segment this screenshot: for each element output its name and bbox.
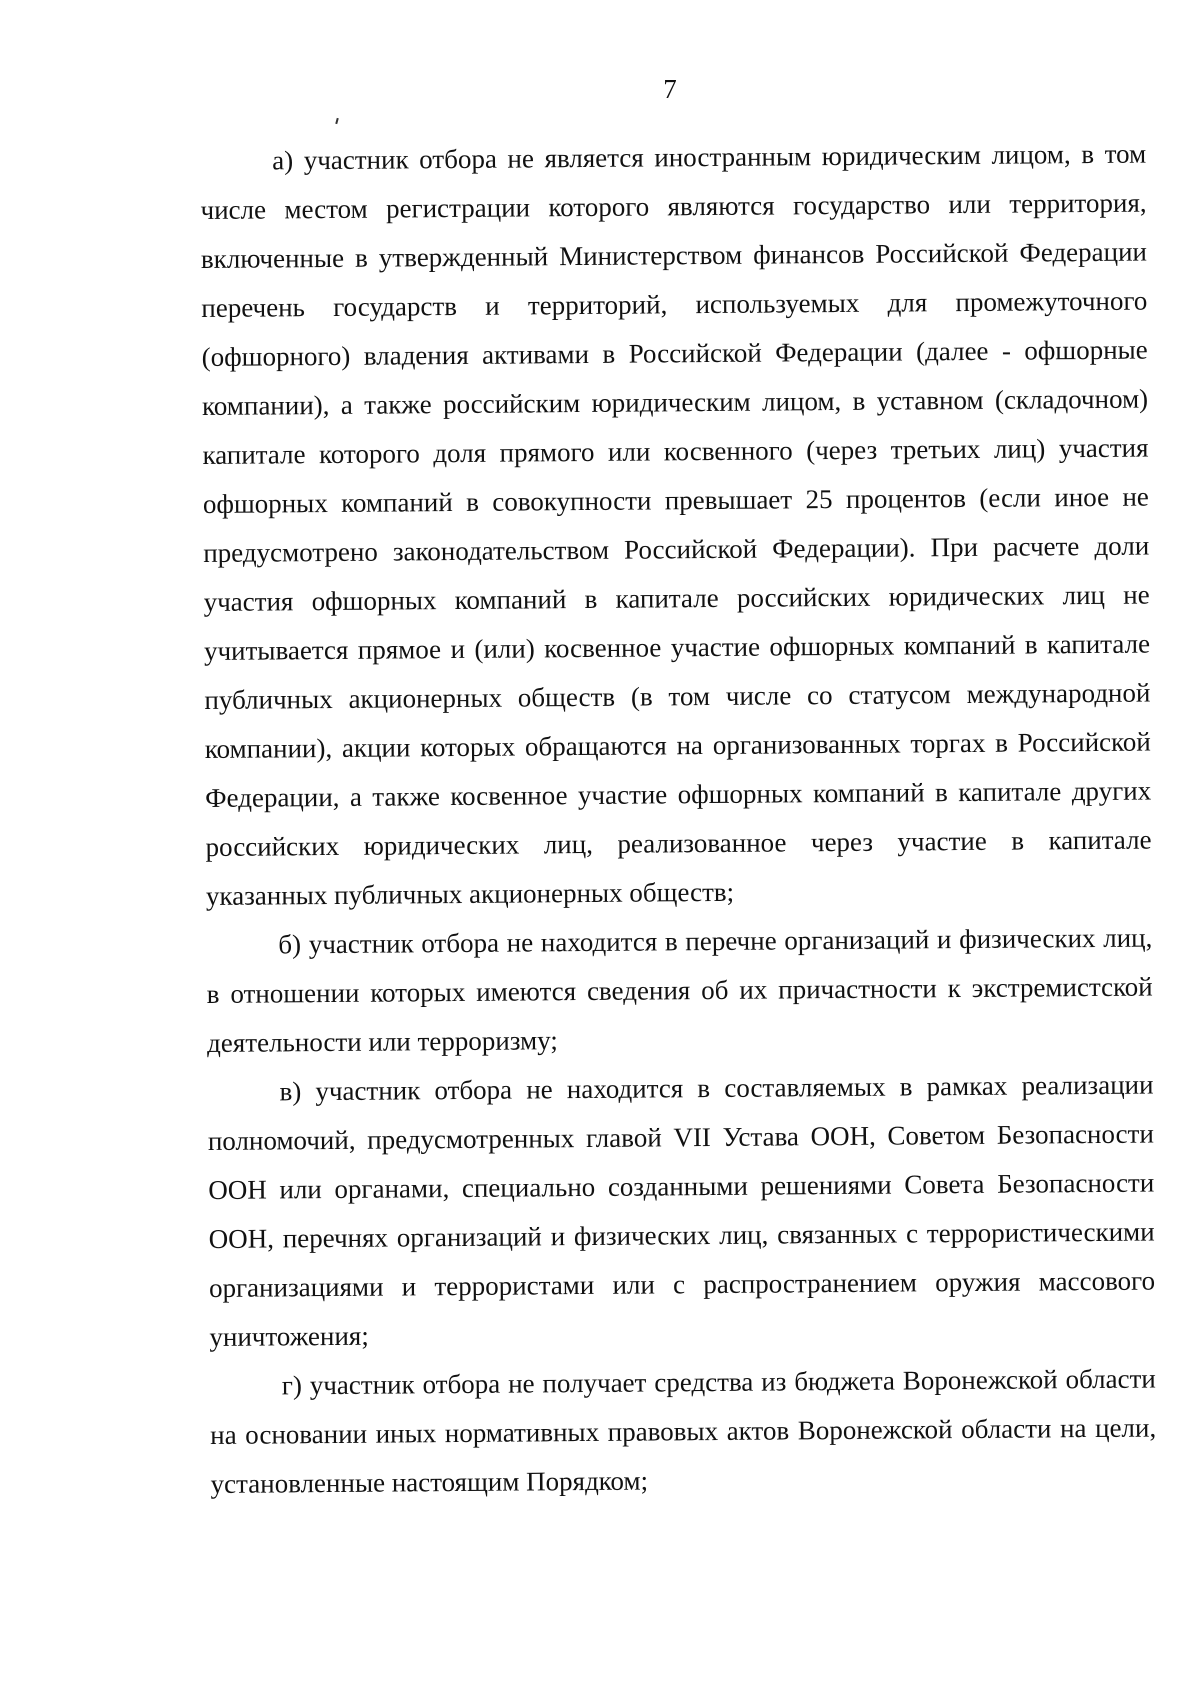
paragraph-b: б) участник отбора не находится в перечне организаций и физических лиц, в отношении которых имеются сведения об их причастности к экстремистской деятельности или терроризму; <box>206 922 1153 1058</box>
scan-speck <box>335 118 338 124</box>
paragraph-a: а) участник отбора не является иностранным юридическим лицом, в том числе местом регистрации которого являются государство или территория, включенные в утвержденный Министерством финансов Российской Федерации перечень государств и территорий, используемых для промежуточного (офшорного) владения активами в Российской Федерации (далее - офшорные компании), а также российским юридическим лицом, в уставном (складочном) капитале которого доля прямого или косвенного (через третьих лиц) участия офшорных компаний в совокупности превышает 25 процентов (если иное не предусмотрено законодательством Российской Федерации). При расчете доли участия офшорных компаний в капитале российских юридических лиц не учитывается прямое и (или) косвенное участие офшорных компаний в капитале публичных акционерных обществ (в том числе со статусом международной компании), акции которых обращаются на организованных торгах в Российской Федерации, а также косвенное участие офшорных компаний в капитале других российских юридических лиц, реализованное через участие в капитале указанных публичных акционерных обществ; <box>200 138 1152 911</box>
document-body <box>200 130 1157 1509</box>
paragraph-v: в) участник отбора не находится в составляемых в рамках реализации полномочий, предусмотренных главой VII Устава ООН, Советом Безопасности ООН или органами, специально созданными решениями Совета Безопасности ООН, перечнях организаций и физических лиц, связанных с террористическими организациями и террористами или с распространением оружия массового уничтожения; <box>207 1069 1156 1352</box>
paragraph-g: г) участник отбора не получает средства из бюджета Воронежской области на основании иных нормативных правовых актов Воронежской области на цели, установленные настоящим Порядком; <box>210 1363 1157 1499</box>
page-number: 7 <box>663 74 677 104</box>
